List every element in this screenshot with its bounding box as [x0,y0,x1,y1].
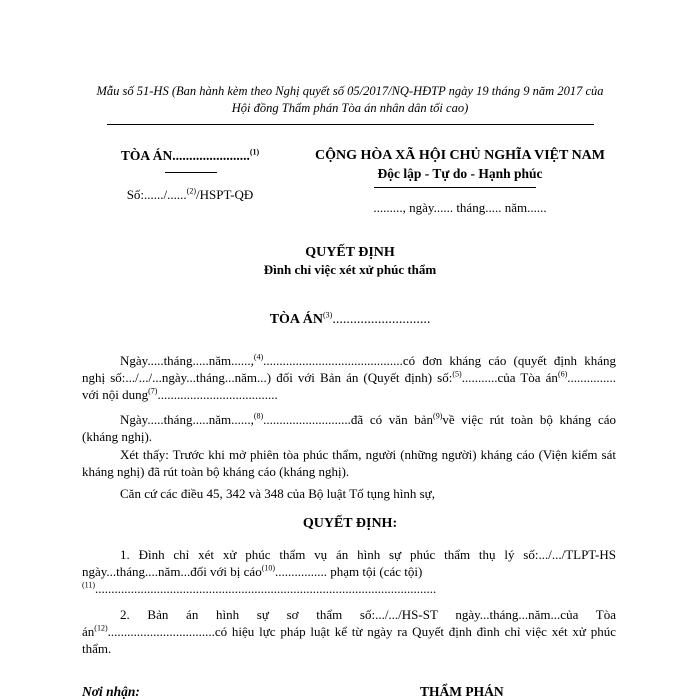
form-note-line2: Hội đồng Thẩm phán Tòa án nhân dân tối cao) [231,101,469,115]
court-underline [165,172,217,173]
decision-item-2: 2. Bản án hình sự sơ thẩm số:.../.../HS-ST ngày...tháng...năm...của Tòa $án^{(12)}.................................có$ hiệu lực pháp luật kể từ ngày ra Quyết định đình chỉ việc xét xử phúc thẩm. [82,607,616,656]
paragraph-appeal: Ngày.....tháng.....năm......,$^{(4)}$...........................................có đơn kháng cáo (quyết định kháng nghị số:.../.../...ngày...tháng...năm...) đối với Bản án (Quyết định) số:$^{(5)}$...........của Tòa $án^{(6)}$............... với nội dung$^{(7)}$..................................... [82,352,617,402]
decision-item-1: 1. Đình chỉ xét xử phúc thẩm vụ án hình sự phúc thẩm thụ lý số:.../.../TLPT-HS ngày...tháng....năm...đối với bị cáo$^{(10)}$................ phạm tội (các tội) $^{(11)}$......................................................................................................... [82,547,616,596]
decision-title: QUYẾT ĐỊNH [305,245,395,260]
nation-title: CỘNG HÒA XÃ HỘI CHỦ NGHĨA VIỆT NAM [314,148,605,163]
paragraph-withdrawal: Ngày.....tháng.....năm......,$^{(8)}$...........................đã có văn bản$^{(9)}$về việc rút toàn bộ kháng cáo (kháng nghị). [82,411,616,444]
court-name: TÒA ÁN.......................$^{(1)}$ [120,147,260,163]
court-line: TÒA ÁN$^{(3)}$............................ [269,310,431,327]
date-line: ........., ngày...... tháng..... năm...... [373,200,547,215]
motto-underline [374,187,536,188]
recipients-label: Nơi nhận: [82,684,140,699]
nation-motto: Độc lập - Tự do - Hạnh phúc [377,166,543,181]
decision-number: Số:....../......$^{(2)}$/HSPT-QĐ [126,186,254,202]
decision-subtitle: Đình chỉ việc xét xử phúc thẩm [263,262,437,277]
form-note-line1: Mẫu số 51-HS (Ban hành kèm theo Nghị quyết số 05/2017/NQ-HĐTP ngày 19 tháng 9 năm 2017 của [96,84,604,98]
paragraph-legal-basis: Căn cứ các điều 45, 342 và 348 của Bộ luật Tố tụng hình sự, [120,486,435,501]
paragraph-considering: Xét thấy: Trước khi mở phiên tòa phúc thẩm, người (những người) kháng cáo (Viện kiểm sát kháng nghị) đã rút toàn bộ kháng cáo (kháng nghị). [82,447,616,479]
form-note [60,83,640,117]
form-note-divider [107,124,594,125]
judge-title: THẨM PHÁN [420,684,504,699]
decision-heading: QUYẾT ĐỊNH: [302,516,398,531]
